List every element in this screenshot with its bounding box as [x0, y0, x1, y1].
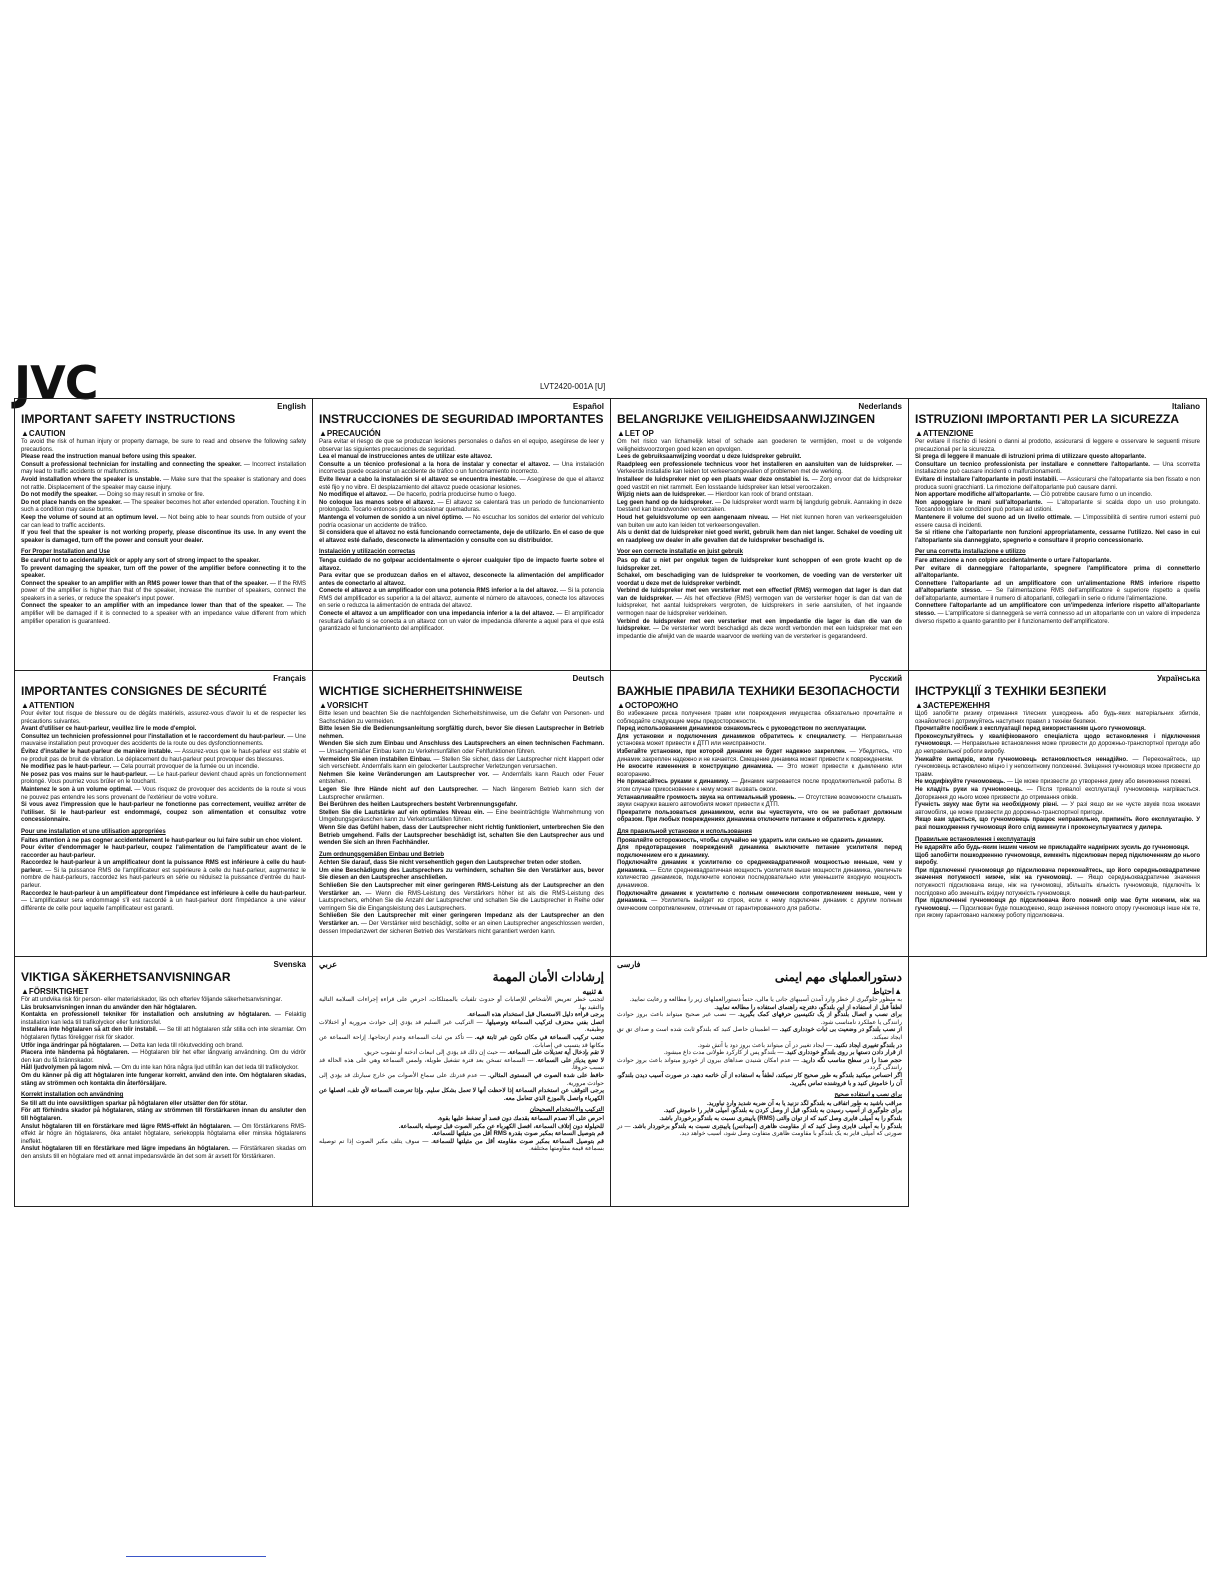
instruction-item: Не модифікуйте гучномовець. — Це може призвести до утворення диму або виникнення пожежі. [915, 779, 1192, 786]
instruction-item: Installera inte högtalaren så att den blir instabil. — Se till att högtalaren står stilla och inte skramlar. Om högtalaren flyttas föreligger risk för skador. [21, 1027, 306, 1041]
instruction-item: Lea el manual de instrucciones antes de utilizar este altavoz. [319, 454, 493, 461]
caution-label: احتیاط [872, 987, 895, 996]
caution-label: LET OP [624, 429, 654, 438]
language-label: Italiano [1171, 402, 1200, 411]
instruction-item: Si considera que el altavoz no está funcionando correctamente, deje de utilizarlo. En el caso de que el altavoz esté dañado, desconecte la alimentación y consulte con su distribuidor. [319, 530, 604, 544]
instruction-item: Als u denkt dat de luidspreker niet goed werkt, gebruik hem dan niet langer. Schakel de voeding uit en raadpleeg uw dealer in alle gevallen dat de luidspreker beschadigd is. [617, 530, 902, 544]
warning-triangle-icon: ▲ [21, 987, 29, 996]
instruction-item: Consultez un technicien professionnel pour l'installation et le raccordement du haut-parleur. — Une mauvaise installation peut provoquer des accidents de la route ou des dysfonctionnements. [21, 733, 307, 748]
instruction-item: Houd het geluidsvolume op een aangenaam niveau. — Het niet kunnen horen van verkeersgeluiden van buiten uw auto kan leiden tot verkeersongevallen. [617, 514, 903, 529]
instruction-item: Keep the volume of sound at an optimum level. — Not being able to hear sounds from outside of your car can lead to traffic accidents. [21, 514, 306, 529]
instruction-item: يرجى التوقف عن استخدام السماعة إذا لاحظت أنها لا تعمل بشكل سليم. وإذا تعرضت السماعة لأي تلف، افصلها عن الكهرباء واتصل بالموزع الذي تتعامل معه. [319, 1088, 604, 1102]
instruction-item: تجنب تركيب السماعة في مكان تكون غير ثابتة فيه. — تأكد من ثبات السماعة وعدم ارتجاجها. إزاحة السماعة عن مكانها قد يتسبب في إصابات. [319, 1034, 604, 1049]
section-fr [15, 671, 313, 957]
instruction-item: برای نصب و اتصال بلندگو از یک تکنیسین حرفهای کمک بگیرید. — نصب غیر صحیح میتواند باعث بروز حوادث رانندگی یا عملکرد نامناسب شود. [617, 1012, 902, 1026]
installation-item: Anslut högtalaren till en förstärkare med lägre impedans än högtalaren. — Förstärkaren skadas om den ansluts till en högtalare med ett annat impedansvärde än det som är avsett för förstärkaren. [21, 1146, 307, 1160]
instruction-item: Maintenez le son à un volume optimal. — Vous risquez de provoquer des accidents de la route si vous ne pouvez pas entendre les sons provenant de l'extérieur de votre voiture. [21, 786, 306, 801]
instruction-item: Mantenere il volume del suono ad un livello ottimale. — L'impossibilità di sentire rumori esterni può essere causa di incidenti. [915, 514, 1200, 529]
installation-item: Faites attention à ne pas cogner accidentellement le haut-parleur ou lui faire subir un choc violent. [21, 837, 303, 844]
installation-item: Conecte el altavoz a un amplificador con una potencia RMS inferior a la del altavoz. — Si la potencia RMS del amplificador es superior a la del altavoz, aumente el número de altavoces, conecte los altavoces en serie o reduzca la alimentación de entrada del altavoz. [319, 588, 604, 610]
caution-heading [21, 987, 306, 996]
intro-text: Щоб запобігти ризику отримання тілесних ушкоджень або будь-яких матеріальних збитків, ознайомтеся і дотримуйтесь наступних правил з техніки безпеки. [915, 711, 1200, 725]
instruction-item: Не прикасайтесь руками к динамику. — Динамик нагревается после продолжительной работы. В этом случае прикосновение к нему может вызвать ожоги. [617, 779, 902, 793]
installation-item: Tenga cuidado de no golpear accidentalmente o ejercer cualquier tipo de impacto fuerte sobre el altavoz. [319, 557, 604, 572]
instruction-item: Leg geen hand op de luidspreker. — De luidspreker wordt warm bij langdurig gebruik. Aanraking in deze toestand kan brandwonden veroorzaken. [617, 499, 902, 514]
installation-item: Pas op dat u niet per ongeluk tegen de luidspreker kunt schoppen of een grote kracht op de luidspreker zet. [617, 557, 902, 572]
instruction-item: Ne modifiez pas le haut-parleur. — Cela pourrait provoquer de la fumée ou un incendie. [21, 764, 260, 771]
caution-heading [617, 701, 902, 710]
instruction-item: Устанавливайте громкость звука на оптимальный уровень. — Отсутствие возможности слышать звуки снаружи вашего автомобиля может привести к ДТП. [617, 794, 902, 809]
instruction-item: اتصل بفني محترف لتركيب السماعة وتوصيلها. — التركيب غير السليم قد يؤدي إلى حوادث مرورية أو اختلالات وظيفية. [319, 1019, 604, 1034]
caution-label: ATTENZIONE [922, 429, 974, 438]
installation-item: Schakel, om beschadiging van de luidspreker te voorkomen, de voeding van de versterker uit voordat u deze met de luidspreker verbindt. [617, 573, 902, 587]
instructions-body [319, 711, 604, 936]
instruction-item: Håll ljudvolymen på lagom nivå. — Om du inte kan höra några ljud utifrån kan det leda till trafikolyckor. [21, 1065, 299, 1072]
intro-text: Bitte lesen und beachten Sie die nachfolgenden Sicherheitshinweise, um die Gefahr von Personen- und Sachschäden zu vermeiden. [319, 711, 604, 725]
instruction-item: Kontakta en professionell tekniker för installation och anslutning av högtalaren. — Felaktig installation kan leda till trafikolyckor eller funktionsfel. [21, 1012, 306, 1026]
language-label: Deutsch [572, 674, 604, 683]
instruction-item: Placera inte händerna på högtalaren. — Högtalaren blir het efter långvarig användning. Om du vidrör den kan du få brännskador. [21, 1050, 306, 1064]
installation-item: Для предотвращения повреждений динамика выключите питание усилителя перед подключением его к динамику. [617, 845, 902, 859]
intro-text: Во избежание риска получения травм или повреждения имущества обязательно прочитайте и соблюдайте следующие меры предосторожности. [617, 711, 902, 725]
caution-label: ATTENTION [28, 701, 75, 710]
caution-label: FÖRSIKTIGHET [28, 987, 89, 996]
warning-triangle-icon: ▲ [894, 987, 902, 996]
subsection-heading: Правильне встановлення і експлуатація [915, 836, 1036, 843]
section-title: ВАЖНЫЕ ПРАВИЛА ТЕХНИКИ БЕЗОПАСНОСТИ [617, 684, 900, 698]
instruction-item: Si vous avez l'impression que le haut-parleur ne fonctionne pas correctement, veuillez arrêter de l'utiliser. Si le haut-parleur est endommagé, coupez son alimentation et consultez votre concessionnaire. [21, 802, 306, 824]
language-label: Svenska [273, 960, 306, 969]
caution-label: تنبيه [582, 987, 597, 996]
instruction-item: Гучність звуку має бути на необхідному рівні. — У разі якщо ви не чуєте звуків поза межами автомобіля, це може призвести до дорожньо-транспортної пригоди. [915, 802, 1200, 816]
instruction-item: Bitte lesen Sie die Bedienungsanleitung sorgfältig durch, bevor Sie diesen Lautsprecher in Betrieb nehmen. [319, 726, 604, 740]
installation-item: Para evitar que se produzcan daños en el altavoz, desconecte la alimentación del amplificador antes de conectarlo al altavoz. [319, 573, 604, 587]
instructions-body [617, 997, 902, 1139]
instruction-item: Wenden Sie sich zum Einbau und Anschluss des Lautsprechers an einen technischen Fachmann. — Unsachgemäßer Einbau kann zu Verkehrsunfällen oder Fehlfunktionen führen. [319, 741, 604, 755]
instruction-item: Прочитайте посібник з експлуатації перед використанням цього гучномовця. [915, 726, 1146, 733]
section-ru [611, 671, 909, 957]
instruction-item: Якщо вам здається, що гучномовець працює неправильно, припиніть його експлуатацію. У разі пошкодження гучномовця його слід вимкнути і проконсультуватися у дилера. [915, 817, 1200, 831]
caution-heading [319, 701, 604, 710]
installation-item: Connect the speaker to an amplifier with an impedance lower than that of the speaker. — The amplifier will be damaged if it is connected to a speaker with an impedance value different from which amplifier operation is guaranteed. [21, 603, 306, 625]
installation-item: Подключайте динамик к усилителю со среднеквадратичной мощностью меньше, чем у динамика. — Если среднеквадратичная мощность усилителя выше мощности динамика, увеличьте количество динамиков, подключите колонки последовательно или уменьшите входную мощность динамиков. [617, 860, 902, 890]
instruction-item: حافظ على شدة الصوت في المستوى المثالي. — عدم قدرتك على سماع الأصوات من خارج سيارتك قد يؤدي إلى حوادث مرورية. [319, 1072, 604, 1087]
section-nl [611, 399, 909, 671]
installation-item: Не вдаряйте або будь-яким іншим чином не прикладайте надмірних зусиль до гучномовця. [915, 845, 1190, 852]
caution-heading [21, 429, 306, 438]
section-it [909, 399, 1207, 671]
installation-item: To prevent damaging the speaker, turn off the power of the amplifier before connecting it to the speaker. [21, 565, 306, 580]
instructions-body [617, 439, 902, 641]
instruction-item: از نصب بلندگو در وضعیت بی ثبات خودداری کنید. — اطمینان حاصل کنید که بلندگو ثابت شده است و صدای تق تق ایجاد نمیکند. [617, 1027, 902, 1041]
installation-item: Проявляйте осторожность, чтобы случайно не ударить или сильно не сдавить динамик. [617, 837, 884, 844]
instruction-item: Please read the instruction manual before using this speaker. [21, 454, 197, 461]
instructions-body [21, 997, 306, 1161]
subsection-heading: Instalación y utilización correctas [319, 549, 416, 556]
instruction-item: Si prega di leggere il manuale di istruzioni prima di utilizzare questo altoparlante. [915, 454, 1147, 461]
subsection-heading: Korrekt installation och användning [21, 1092, 124, 1099]
instruction-item: Lees de gebruiksaanwijzing voordat u deze luidspreker gebruikt. [617, 454, 802, 461]
section-de [313, 671, 611, 957]
installation-item: Verbind de luidspreker met een versterker met een impedantie die lager is dan die van de luidspreker. — De versterker wordt beschadigd als deze wordt verbonden met een luidspreker met een impedantie die afwijkt van de waarde waarvoor de werking van de versterker is gegarandeerd. [617, 618, 902, 640]
instruction-item: يرجى قراءة دليل الاستعمال قبل استخدام هذه السماعة. [467, 1012, 604, 1019]
section-es [313, 399, 611, 671]
language-label: Русский [869, 674, 902, 683]
installation-item: Per evitare di danneggiare l'altoparlante, spegnere l'amplificatore prima di connetterlo all'altoparlante. [915, 565, 1200, 580]
instruction-item: Nehmen Sie keine Veränderungen am Lautsprecher vor. — Andernfalls kann Rauch oder Feuer entstehen. [319, 771, 604, 786]
instruction-item: Не кладіть руки на гучномовець. — Після тривалої експлуатації гучномовець нагрівається. Доторкання до нього може призвести до отримання опіків. [915, 786, 1200, 801]
language-label: Français [273, 674, 306, 683]
caution-heading [915, 429, 1200, 438]
subsection-heading: Zum ordnungsgemäßen Einbau und Betrieb [319, 851, 445, 858]
instruction-item: No modifique el altavoz. — De hacerlo, podría producirse humo o fuego. [319, 492, 517, 499]
section-title: دستورالعملهای مهم ایمنی [774, 970, 902, 984]
instruction-item: لا تقم بإدخال أية تعديلات على السماعة. — حيث إن ذلك قد يؤدي إلى انبعاث أدخنة أو نشوب حريق. [363, 1050, 604, 1057]
section-title: ISTRUZIONI IMPORTANTI PER LA SICUREZZA [915, 412, 1179, 426]
installation-item: Raccordez le haut-parleur à un amplificateur dont la puissance RMS est inférieure à celle du haut-parleur. — Si la puissance RMS de l'amplificateur est supérieure à celle du haut-parleur, augmentez le nombre de haut-parleurs, raccordez les haut-parleurs en série ou réduisez la puissance d'entrée du haut-parleur. [21, 860, 306, 890]
instructions-body [617, 711, 902, 913]
intro-text: För att undvika risk för person- eller materialskador, läs och efterlev följande säkerhetsanvisningar. [21, 997, 283, 1003]
section-title: IMPORTANTES CONSIGNES DE SÉCURITÉ [21, 684, 267, 698]
instruction-item: لطفاً قبل از استفاده از این بلندگو، دفترچه راهنمای استفاده را مطالعه نمایید. [714, 1004, 902, 1011]
installation-item: Подключайте динамик к усилителю с полным омическим сопротивлением меньше, чем у динамика. — Усилитель выйдет из строя, если к нему подключен динамик с другим полным омическим сопротивлением, отличным от гарантированного для работы. [617, 890, 902, 912]
installation-item: För att förhindra skador på högtalaren, stäng av strömmen till förstärkaren innan du ansluter den till högtalaren. [21, 1108, 306, 1122]
section-title: INSTRUCCIONES DE SEGURIDAD IMPORTANTES [319, 412, 604, 426]
caution-heading [319, 429, 604, 438]
section-title: ІНСТРУКЦІЇ З ТЕХНІКИ БЕЗПЕКИ [915, 684, 1107, 698]
instruction-item: Do not modify the speaker. — Doing so may result in smoke or fire. [21, 492, 205, 499]
installation-item: Conecte el altavoz a un amplificador con una impedancia inferior a la del altavoz. — El amplificador resultará dañado si se conecta a un altavoz con un valor de impedancia diferente a aquel para el que está garantizado el funcionamiento del amplificador. [319, 611, 604, 633]
installation-item: مراقب باشید به طور اتفاقی به بلندگو لگد نزنید یا به آن ضربه شدید وارد نیاورید. [707, 1100, 902, 1107]
caution-heading [915, 701, 1200, 710]
section-title: إرشادات الأمان المهمة [492, 970, 604, 984]
installation-item: Raccordez le haut-parleur à un amplificateur dont l'impédance est inférieure à celle du haut-parleur. — L'amplificateur sera endommagé s'il est raccordé à un haut-parleur dont l'impédance a une valeur différente de celle pour laquelle l'amplificateur est garanti. [21, 890, 306, 912]
caution-label: CAUTION [28, 429, 66, 438]
instruction-item: Bei Berühren des heißen Lautsprechers besteht Verbrennungsgefahr. [319, 802, 518, 809]
instruction-item: Installeer de luidspreker niet op een plaats waar deze onstabiel is. — Zorg ervoor dat de luidspreker goed vastzit en niet rammelt. Een losstaande luidspreker kan letsel veroorzaken. [617, 476, 902, 491]
instruction-item: Consultare un tecnico professionista per installare e connettere l'altoparlante. — Una scorretta installazione può causare incidenti o malfunzionamenti. [915, 461, 1200, 476]
installation-item: Fare attenzione a non colpire accidentalmente o urtare l'altoparlante. [915, 557, 1112, 564]
instructions-body [21, 711, 306, 913]
document-number: LVT2420-001A [U] [540, 382, 606, 391]
language-label: Українська [1157, 674, 1200, 683]
caution-label: VORSICHT [326, 701, 369, 710]
installation-item: برای جلوگیری از آسیب رسیدن به بلندگو، قبل از وصل کردن به بلندگو، آمپلی فایر را خاموش کنید. [663, 1108, 902, 1115]
warning-triangle-icon: ▲ [21, 429, 29, 438]
instruction-item: Legen Sie Ihre Hände nicht auf den Lautsprecher. — Nach längerem Betrieb kann sich der Lautsprecher erwärmen. [319, 786, 604, 801]
section-title: VIKTIGA SÄKERHETSANVISNINGAR [21, 970, 231, 984]
instruction-item: در بلندگو تغییری ایجاد نکنید. — ایجاد تغییر در آن میتواند باعث بروز دود یا آتش شود. [697, 1042, 902, 1049]
instruction-item: Не вносите изменения в конструкцию динамика. — Это может привести к дымлению или возгоранию. [617, 764, 902, 778]
subsection-heading: Voor een correcte installatie en juist gebruik [617, 549, 743, 556]
installation-item: احرص على ألا تصدم السماعة بقدمك دون قصد أو تضغط عليها بقوة. [437, 1115, 604, 1122]
instruction-item: Consult a professional technician for installing and connecting the speaker. — Incorrect installation may lead to traffic accidents or malfunctions. [21, 461, 306, 476]
installation-item: Connettere l'altoparlante ad un amplificatore con un'alimentazione RMS inferiore rispetto all'altoparlante stesso. — Se l'alimentazione RMS dell'amplificatore è superiore rispetto a quella dell'altoparlante, aumentare il numero di altoparlanti, collegarli in serie o ridurre l'alimentazione. [915, 580, 1201, 602]
warning-triangle-icon: ▲ [596, 987, 604, 996]
instruction-item: Avoid installation where the speaker is unstable. — Make sure that the speaker is stationary and does not rattle. Displacement of the speaker may cause injury. [21, 476, 307, 491]
intro-text: Para evitar el riesgo de que se produzcan lesiones personales o daños en el equipo, asegúrese de leer y observar las siguientes precauciones de seguridad. [319, 439, 604, 453]
subsection-heading: التركيب والاستخدام الصحيحان [529, 1107, 604, 1114]
section-ar [313, 957, 611, 1207]
caution-label: PRECAUCIÓN [326, 429, 381, 438]
installation-item: Щоб запобігти пошкодженню гучномовця, вимкніть підсилювач перед підключенням до нього виробу. [915, 852, 1200, 867]
installation-item: Se till att du inte oavsiktligen sparkar på högtalaren eller utsätter den för stötar. [21, 1100, 248, 1107]
instruction-item: Non appoggiare le mani sull'altoparlante. — L'altoparlante si scalda dopo un uso prolungato. Toccandolo in tale condizioni può portare ad ustioni. [915, 499, 1200, 514]
installation-item: Connettere l'altoparlante ad un amplificatore con un'impedenza inferiore rispetto all'altoparlante stesso. — L'amplificatore si danneggerà se verrà connesso ad un altoparlante con un valore di impedenza diverso rispetto a quanto garantito per il funzionamento dell'amplificatore. [915, 603, 1200, 625]
section-fa [611, 957, 909, 1207]
caution-heading [617, 429, 902, 438]
instruction-item: Vermeiden Sie einen instabilen Einbau. — Stellen Sie sicher, dass der Lautsprecher nicht klappert oder sich verschiebt. Andernfalls kann ein gelockerter Lautsprecher Verletzungen verursachen. [319, 756, 604, 771]
footer-rule [126, 1556, 266, 1557]
installation-item: بلندگو را به آمپلی فایری وصل کنید که از مقاومت ظاهری (امپدانس) پایینتری نسبت به بلندگو برخوردار باشد. — در صورتی که آمپلی فایر به یک بلندگو با مقاومت ظاهری متفاوت وصل شود، آسیب خواهد دید. [617, 1123, 903, 1138]
section-uk [909, 671, 1207, 957]
intro-text: لتجنب خطر تعريض الأشخاص للإصابات أو حدوث تلفيات بالممتلكات، احرص على قراءة إجراءات السلامة التالية والتقيد بها. [319, 997, 604, 1011]
safety-instructions-grid [14, 398, 1207, 1207]
instruction-item: Om du känner på dig att högtalaren inte fungerar korrekt, använd den inte. Om högtalaren skadas, stäng av strömmen och kontakta din återförsäljare. [21, 1072, 306, 1087]
language-label: Nederlands [858, 402, 902, 411]
intro-text: Per evitare il rischio di lesioni o danni al prodotto, assicurarsi di leggere e osservare le seguenti misure precauzionali per la sicurezza. [915, 439, 1200, 453]
warning-triangle-icon: ▲ [21, 701, 29, 710]
warning-triangle-icon: ▲ [617, 701, 625, 710]
intro-text: To avoid the risk of human injury or property damage, be sure to read and observe the following safety precautions. [21, 439, 306, 453]
language-label: عربي [319, 960, 338, 969]
section-title: BELANGRIJKE VEILIGHEIDSAANWIJZINGEN [617, 412, 876, 426]
instruction-item: Consulte a un técnico profesional a la hora de instalar y conectar el altavoz. — Una instalación incorrecta puede ocasionar un accidente de tráfico o un funcionamiento incorrecto. [319, 461, 604, 476]
subsection-heading: Pour une installation et une utilisation appropriées [21, 828, 166, 835]
instructions-body [915, 439, 1200, 626]
instruction-item: Evite llevar a cabo la instalación si el altavoz se encuentra inestable. — Asegúrese de que el altavoz esté fijo y no vibre. El desplazamiento del altavoz puede ocasionar lesiones. [319, 476, 604, 491]
subsection-heading: For Proper Installation and Use [21, 549, 111, 556]
instruction-item: If you feel that the speaker is not working properly, please discontinue its use. In any event the speaker is damaged, turn off the power and consult your dealer. [21, 530, 306, 544]
section-sv [15, 957, 313, 1207]
warning-triangle-icon: ▲ [319, 429, 327, 438]
installation-item: Schließen Sie den Lautsprecher mit einer geringeren Impedanz als der Lautsprecher an den Verstärker an. — Der Verstärker wird beschädigt, sollte er an einen Lautsprecher angeschlossen werden, dessen Impedanzwert der sicheren Betrieb des Verstärkers nicht garantiert werden kann. [319, 913, 604, 935]
instruction-item: لا تضع يديك على السماعة. — السماعة تسخن بعد فترة تشغيل طويلة، ولمس السماعة وهي على هذه الحالة قد تسبب حروقاً. [319, 1057, 604, 1072]
installation-item: Verbind de luidspreker met een versterker met een effectief (RMS) vermogen dat lager is dan dat van de luidspreker. — Als het effectieve (RMS) vermogen van de versterker hoger is dan dat van de luidspreker, het aantal luidsprekers vergroten, de luidsprekers in serie aansluiten, of het ingaande vermogen naar de luidspreker verkleinen. [617, 588, 902, 618]
installation-item: Connect the speaker to an amplifier with an RMS power lower than that of the speaker. — If the RMS power of the amplifier is higher than that of the speaker, increase the number of speakers, connect the speakers in a series, or reduce the speaker's input power. [21, 580, 306, 602]
language-label: English [277, 402, 306, 411]
subsection-heading: Per una corretta installazione e utilizzo [915, 549, 1026, 556]
warning-triangle-icon: ▲ [319, 701, 327, 710]
section-title: WICHTIGE SICHERHEITSHINWEISE [319, 684, 523, 698]
caution-heading [319, 987, 604, 996]
instruction-item: اگر احساس میکنید بلندگو به طور صحیح کار نمیکند، لطفاً به استفاده از آن خاتمه دهید. در صورت آسیب دیدن بلندگو، آن را خاموش کنید و با فروشنده تماس بگیرید. [617, 1072, 902, 1087]
caution-label: ОСТОРОЖНО [624, 701, 679, 710]
instruction-item: Do not place hands on the speaker. — The speaker becomes hot after extended operation. Touching it in such a condition may cause burns. [21, 499, 306, 514]
installation-item: При підключенні гучномовця до підсилювача переконайтесь, що його середньоквадратичне значення потужності нижче, ніж на гучномовці. — Якщо середньоквадратичне значення потужності підсилювача вище, ніж на гучномовці, збільшіть кількість гучномовців, підключіть їх послідовно або зменшіть вхідну потужність гучномовця. [915, 867, 1200, 897]
instruction-item: Mantenga el volumen de sonido a un nivel óptimo. — No escuchar los sonidos del exterior del vehículo podría ocasionar un accidente de tráfico. [319, 514, 604, 529]
instruction-item: Wijzig niets aan de luidspreker. — Hierdoor kan rook of brand ontstaan. [617, 492, 814, 499]
instruction-item: Évitez d'installer le haut-parleur de manière instable. — Assurez-vous que le haut-parleur est stable et ne produit pas de bruit de vibration. Le déplacement du haut-parleur peut provoquer des blessures. [21, 748, 307, 763]
intro-text: به منظور جلوگیری از خطر وارد آمدن آسیبهای جانی یا مالی، حتماً دستورالعملهای زیر را مطالعه و رعایت نمایید. [629, 997, 902, 1003]
installation-item: Pour éviter d'endommager le haut-parleur, coupez l'alimentation de l'amplificateur avant de le raccorder au haut-parleur. [21, 845, 306, 859]
installation-item: قم بتوصيل السماعة بمكبر صوت مقاومته أقل من مثيلتها للسماعة. — سوف يتلف مكبر الصوت إذا تم توصيله بسماعة قيمة مقاومتها مختلفة. [319, 1138, 604, 1153]
intro-text: Om het risico van lichamelijk letsel of schade aan goederen te vermijden, moet u de volgende veiligheidsvoorzorgen goed lezen en opvolgen. [617, 439, 902, 453]
installation-item: При підключенні гучномовця до підсилювача його повний опір має бути нижчим, ніж на гучномовці. — Підсилювач буде пошкоджено, якщо значення повного опору гучномовця інше ніж те, при якому гарантовано належну роботу підсилювача. [915, 898, 1200, 920]
subsection-heading: برای نصب و استفاده صحیح [834, 1092, 902, 1099]
instruction-item: Избегайте установки, при которой динамик не будет надежно закреплен. — Убедитесь, что динамик закреплен надежно и не качается. Смещение динамика может привести к повреждениям. [617, 748, 903, 763]
instruction-item: Avant d'utiliser ce haut-parleur, veuillez lire le mode d'emploi. [21, 726, 197, 733]
instruction-item: Non apportare modifiche all'altoparlante. — Ciò potrebbe causare fumo o un incendio. [915, 492, 1153, 499]
instruction-item: Stellen Sie die Lautstärke auf ein optimales Niveau ein. — Eine beeinträchtigte Wahrnehmung von Umgebungsgeräuschen kann zu Verkehrsunfällen führen. [319, 809, 605, 824]
installation-item: Anslut högtalaren till en förstärkare med lägre RMS-effekt än högtalaren. — Om förstärkarens RMS-effekt är högre än högtalarens, öka antalet högtalare, seriekoppla högtalarna eller minska högtalarens ineffekt. [21, 1123, 307, 1145]
installation-item: Be careful not to accidentally kick or apply any sort of strong impact to the speaker. [21, 557, 261, 564]
intro-text: Pour éviter tout risque de blessure ou de dégâts matériels, assurez-vous d'avoir lu et de respecter les précautions suivantes. [21, 711, 306, 725]
instruction-item: Перед использованием динамиков ознакомьтесь с руководством по эксплуатации. [617, 726, 867, 733]
instruction-item: No coloque las manos sobre el altavoz. — El altavoz se calentará tras un periodo de funcionamiento prolongado. Tocarlo entonces podría ocasionar quemaduras. [319, 499, 604, 514]
section-title: IMPORTANT SAFETY INSTRUCTIONS [21, 412, 236, 426]
instructions-body [319, 439, 604, 634]
instruction-item: Wenn Sie das Gefühl haben, dass der Lautsprecher nicht richtig funktioniert, unterbrechen Sie den Betrieb umgehend. Falls der Lautsprecher beschädigt ist, schalten Sie den Lautsprecher aus und wenden Sie sich an Ihren Fachhändler. [319, 824, 604, 847]
warning-triangle-icon: ▲ [617, 429, 625, 438]
jvc-logo: JVC [14, 356, 98, 410]
instructions-body [319, 997, 604, 1154]
instruction-item: Se si ritiene che l'altoparlante non funzioni appropriatamente, cessarne l'utilizzo. Nel caso in cui l'altoparlante sia danneggiato, spegnerlo e consultare il proprio concessionario. [915, 530, 1200, 544]
instruction-item: Evitare di installare l'altoparlante in posti instabili. — Assicurarsi che l'altoparlante sia ben fissato e non produca suoni gracchianti. La rimozione dell'altoparlante può causare danni. [915, 476, 1200, 491]
warning-triangle-icon: ▲ [915, 701, 923, 710]
instruction-item: Для установки и подключения динамиков обратитесь к специалисту. — Неправильная установка может привести к ДТП или неисправности. [617, 733, 902, 748]
section-en [15, 399, 313, 671]
instructions-body [915, 711, 1200, 921]
caution-heading [617, 987, 902, 996]
instruction-item: Utför inga ändringar på högtalaren. — Detta kan leda till rökutveckling och brand. [21, 1042, 244, 1049]
instruction-item: از قرار دادن دستها بر روی بلندگو خودداری کنید. — بلندگو پس از کارکرد طولانی مدت داغ میشود. [663, 1050, 902, 1057]
language-label: Español [572, 402, 604, 411]
installation-item: بلندگو را به آمپلی فایری وصل کنید که از توان والتی (RMS) پایینتری نسبت به بلندگو برخوردار باشد. [659, 1115, 902, 1122]
installation-item: Schließen Sie den Lautsprecher mit einer geringeren RMS-Leistung als der Lautsprecher an den Verstärker an. — Wenn die RMS-Leistung des Verstärkers höher ist als die RMS-Leistung des Lautsprechers, erhöhen Sie die Anzahl der Lautsprecher und schalten Sie die Lautsprecher in Reihe oder verringern Sie die Eingangsleistung des Lautsprechers. [319, 883, 604, 912]
instruction-item: Raadpleeg een professionele technicus voor het installeren en aansluiten van de luidspreker. — Verkeerde installatie kan leiden tot verkeersongevallen of problemen met de werking. [617, 461, 902, 476]
caution-label: ЗАСТЕРЕЖЕННЯ [922, 701, 990, 710]
instruction-item: Прекратите пользоваться динамиком, если вы чувствуете, что он не работает должным образом. При любых повреждениях динамика отключите питание и обратитесь к дилеру. [617, 809, 902, 824]
caution-heading [21, 701, 306, 710]
instruction-item: Проконсультуйтесь у кваліфікованого спеціаліста щодо встановлення і підключення гучномовця. — Неправильне встановлення може призвести до дорожньо-транспортної пригоди або до неправильної роботи виробу. [915, 733, 1200, 755]
language-label: فارسی [617, 960, 641, 969]
installation-item: قم بتوصيل السماعة بمكبر صوت بقدرة RMS أقل من مثيلتها للسماعة. [431, 1131, 604, 1138]
installation-item: Achten Sie darauf, dass Sie nicht versehentlich gegen den Lautsprecher treten oder stoßen. [319, 860, 582, 867]
instruction-item: Läs bruksanvisningen innan du använder den här högtalaren. [21, 1004, 197, 1011]
installation-item: للحيلولة دون إتلاف السماعة، افصل الكهرباء عن مكبر الصوت قبل توصيله بالسماعة. [398, 1123, 604, 1130]
instruction-item: Ne posez pas vos mains sur le haut-parleur. — Le haut-parleur devient chaud après un fonctionnement prolongé. Vous pourriez vous brûler en le touchant. [21, 771, 306, 786]
instruction-item: حجم صدا را در سطح مناسب نگه دارید. — عدم امکان شنیدن صداهای بیرون از خودرو میتواند باعث بروز حوادث رانندگی گردد. [617, 1057, 902, 1072]
instructions-body [21, 439, 306, 626]
installation-item: Um eine Beschädigung des Lautsprechers zu verhindern, schalten Sie den Verstärker aus, bevor Sie diesen an den Lautsprecher anschließen. [319, 867, 604, 882]
warning-triangle-icon: ▲ [915, 429, 923, 438]
instruction-item: Уникайте випадків, коли гучномовець встановлюється ненадійно. — Переконайтесь, що гучномовець встановлено міцно і у непохитному положенні. Зміщення гучномовця може призвести до травм. [915, 756, 1200, 778]
subsection-heading: Для правильной установки и использования [617, 828, 752, 835]
